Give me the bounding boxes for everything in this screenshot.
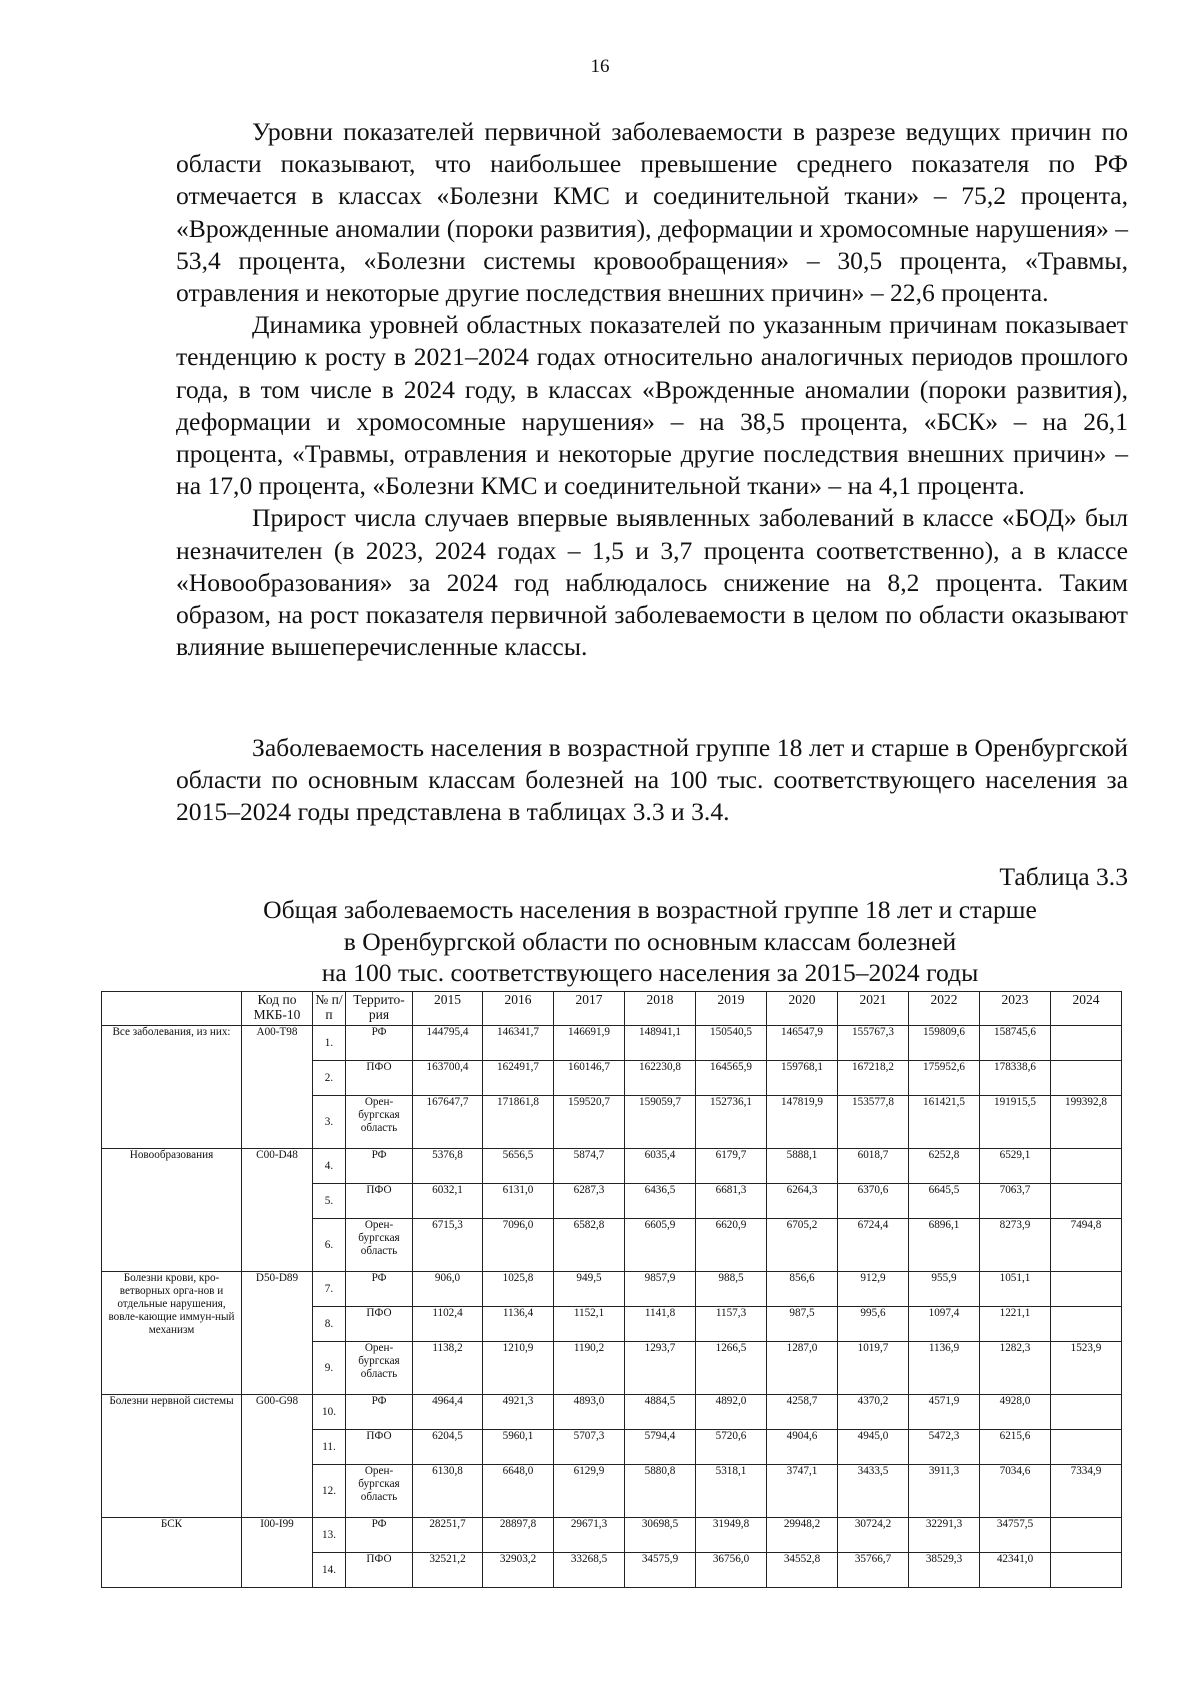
value-cell: 5707,3	[554, 1430, 625, 1465]
territory-cell: РФ	[346, 1026, 413, 1061]
row-number-cell: 10.	[313, 1395, 346, 1430]
header-disease	[102, 992, 242, 1026]
disease-class-cell: БСК	[102, 1518, 242, 1588]
value-cell: 3911,3	[909, 1465, 980, 1518]
value-cell: 6032,1	[413, 1184, 483, 1219]
territory-cell: РФ	[346, 1395, 413, 1430]
territory-cell: Орен-бургская область	[346, 1342, 413, 1395]
value-cell: 6130,8	[413, 1465, 483, 1518]
morbidity-table	[101, 991, 1122, 1588]
value-cell: 38529,3	[909, 1553, 980, 1588]
page-number: 16	[590, 56, 610, 77]
paragraph-3: Прирост числа случаев впервые выявленных заболеваний в классе «БОД» был незначителен (в 2023, 2024 годах – 1,5 и 3,7 процента соответственно), а в классе «Новообразования» за 2024 год наблюдалось снижение на 8,2 процента. Таким образом, на рост показателя первичной заболеваемости в целом по области оказывают влияние вышеперечисленные классы.	[176, 503, 1128, 662]
value-cell: 6645,5	[909, 1184, 980, 1219]
header-code: Код по МКБ-10	[242, 992, 313, 1026]
value-cell: 175952,6	[909, 1061, 980, 1096]
header-territory: Террито-рия	[346, 992, 413, 1026]
value-cell: 1138,2	[413, 1342, 483, 1395]
icd-code-cell: D50-D89	[242, 1272, 313, 1395]
table-header-row	[102, 992, 1122, 1026]
value-cell: 1141,8	[625, 1307, 696, 1342]
value-cell: 7494,8	[1051, 1219, 1122, 1272]
value-cell: 34552,8	[767, 1553, 838, 1588]
value-cell: 1293,7	[625, 1342, 696, 1395]
value-cell: 28897,8	[483, 1518, 554, 1553]
value-cell: 4964,4	[413, 1395, 483, 1430]
value-cell: 1266,5	[696, 1342, 767, 1395]
value-cell: 5318,1	[696, 1465, 767, 1518]
value-cell: 955,9	[909, 1272, 980, 1307]
value-cell: 148941,1	[625, 1026, 696, 1061]
value-cell: 7063,7	[980, 1184, 1051, 1219]
value-cell: 28251,7	[413, 1518, 483, 1553]
disease-class-cell: Все заболевания, из них:	[102, 1026, 242, 1149]
territory-cell: ПФО	[346, 1184, 413, 1219]
value-cell: 1221,1	[980, 1307, 1051, 1342]
value-cell: 6724,4	[838, 1219, 909, 1272]
value-cell: 6582,8	[554, 1219, 625, 1272]
row-number-cell: 1.	[313, 1026, 346, 1061]
value-cell: 4884,5	[625, 1395, 696, 1430]
row-number-cell: 4.	[313, 1149, 346, 1184]
value-cell: 5874,7	[554, 1149, 625, 1184]
territory-cell: РФ	[346, 1272, 413, 1307]
value-cell	[1051, 1026, 1122, 1061]
value-cell: 1019,7	[838, 1342, 909, 1395]
value-cell: 6215,6	[980, 1430, 1051, 1465]
value-cell: 1051,1	[980, 1272, 1051, 1307]
header-year: 2024	[1051, 992, 1122, 1026]
value-cell: 987,5	[767, 1307, 838, 1342]
table-title	[100, 894, 1200, 989]
value-cell: 32521,2	[413, 1553, 483, 1588]
body-text-table-intro	[176, 732, 1128, 829]
value-cell: 32903,2	[483, 1553, 554, 1588]
header-year: 2021	[838, 992, 909, 1026]
value-cell: 6648,0	[483, 1465, 554, 1518]
value-cell: 4928,0	[980, 1395, 1051, 1430]
value-cell: 29671,3	[554, 1518, 625, 1553]
value-cell: 34575,9	[625, 1553, 696, 1588]
value-cell: 5960,1	[483, 1430, 554, 1465]
row-number-cell: 7.	[313, 1272, 346, 1307]
value-cell: 7096,0	[483, 1219, 554, 1272]
value-cell: 6252,8	[909, 1149, 980, 1184]
value-cell: 1287,0	[767, 1342, 838, 1395]
territory-cell: ПФО	[346, 1553, 413, 1588]
value-cell	[1051, 1553, 1122, 1588]
value-cell: 4571,9	[909, 1395, 980, 1430]
value-cell: 9857,9	[625, 1272, 696, 1307]
value-cell: 163700,4	[413, 1061, 483, 1096]
value-cell: 4904,6	[767, 1430, 838, 1465]
value-cell: 1136,4	[483, 1307, 554, 1342]
header-year: 2019	[696, 992, 767, 1026]
value-cell: 36756,0	[696, 1553, 767, 1588]
value-cell: 171861,8	[483, 1096, 554, 1149]
value-cell: 167218,2	[838, 1061, 909, 1096]
table-row	[102, 1026, 1122, 1061]
table-row	[102, 1149, 1122, 1184]
value-cell: 5720,6	[696, 1430, 767, 1465]
body-text-top	[176, 116, 1128, 663]
value-cell: 6179,7	[696, 1149, 767, 1184]
row-number-cell: 5.	[313, 1184, 346, 1219]
value-cell: 5472,3	[909, 1430, 980, 1465]
value-cell: 1210,9	[483, 1342, 554, 1395]
value-cell	[1051, 1272, 1122, 1307]
value-cell: 6620,9	[696, 1219, 767, 1272]
table-title-line: в Оренбургской области по основным классам болезней	[343, 926, 957, 956]
paragraph-2: Динамика уровней областных показателей по указанным причинам показывает тенденцию к росту в 2021–2024 годах относительно аналогичных периодов прошлого года, в том числе в 2024 году, в классах «Врожденные аномалии (пороки развития), деформации и хромосомные нарушения» – на 38,5 процента, «БСК» – на 26,1 процента, «Травмы, отравления и некоторые другие последствия внешних причин» – на 17,0 процента, «Болезни КМС и соединительной ткани» – на 4,1 процента.	[176, 310, 1128, 501]
value-cell: 152736,1	[696, 1096, 767, 1149]
header-year: 2023	[980, 992, 1051, 1026]
territory-cell: Орен-бургская область	[346, 1096, 413, 1149]
value-cell: 1152,1	[554, 1307, 625, 1342]
value-cell: 6605,9	[625, 1219, 696, 1272]
table-title-line: на 100 тыс. соответствующего населения за 2015–2024 годы	[321, 958, 979, 987]
paragraph-4: Заболеваемость населения в возрастной группе 18 лет и старше в Оренбургской области по основным классам болезней на 100 тыс. соответствующего населения за 2015–2024 годы представлена в таблицах 3.3 и 3.4.	[176, 733, 1128, 827]
territory-cell: РФ	[346, 1149, 413, 1184]
value-cell: 912,9	[838, 1272, 909, 1307]
header-year: 2018	[625, 992, 696, 1026]
territory-cell: ПФО	[346, 1307, 413, 1342]
value-cell: 5376,8	[413, 1149, 483, 1184]
value-cell: 160146,7	[554, 1061, 625, 1096]
value-cell: 6129,9	[554, 1465, 625, 1518]
value-cell: 155767,3	[838, 1026, 909, 1061]
value-cell: 4945,0	[838, 1430, 909, 1465]
value-cell: 146547,9	[767, 1026, 838, 1061]
value-cell: 4892,0	[696, 1395, 767, 1430]
table-label: Таблица 3.3	[999, 862, 1128, 891]
row-number-cell: 2.	[313, 1061, 346, 1096]
territory-cell: ПФО	[346, 1430, 413, 1465]
row-number-cell: 12.	[313, 1465, 346, 1518]
value-cell: 1282,3	[980, 1342, 1051, 1395]
value-cell: 159809,6	[909, 1026, 980, 1061]
value-cell: 7334,9	[1051, 1465, 1122, 1518]
value-cell: 6529,1	[980, 1149, 1051, 1184]
value-cell	[1051, 1395, 1122, 1430]
value-cell: 6715,3	[413, 1219, 483, 1272]
value-cell: 6204,5	[413, 1430, 483, 1465]
value-cell	[1051, 1149, 1122, 1184]
value-cell	[1051, 1430, 1122, 1465]
value-cell: 30698,5	[625, 1518, 696, 1553]
row-number-cell: 9.	[313, 1342, 346, 1395]
value-cell: 6018,7	[838, 1149, 909, 1184]
value-cell: 8273,9	[980, 1219, 1051, 1272]
table-row	[102, 1395, 1122, 1430]
value-cell: 1190,2	[554, 1342, 625, 1395]
value-cell: 1025,8	[483, 1272, 554, 1307]
value-cell: 6287,3	[554, 1184, 625, 1219]
value-cell: 153577,8	[838, 1096, 909, 1149]
value-cell: 6705,2	[767, 1219, 838, 1272]
row-number-cell: 11.	[313, 1430, 346, 1465]
icd-code-cell: A00-T98	[242, 1026, 313, 1149]
value-cell: 1097,4	[909, 1307, 980, 1342]
value-cell: 6436,5	[625, 1184, 696, 1219]
value-cell	[1051, 1518, 1122, 1553]
value-cell: 4258,7	[767, 1395, 838, 1430]
value-cell: 178338,6	[980, 1061, 1051, 1096]
paragraph-1: Уровни показателей первичной заболеваемости в разрезе ведущих причин по области показывают, что наибольшее превышение среднего показателя по РФ отмечается в классах «Болезни КМС и соединительной ткани» – 75,2 процента, «Врожденные аномалии (пороки развития), деформации и хромосомные нарушения» – 53,4 процента, «Болезни системы кровообращения» – 30,5 процента, «Травмы, отравления и некоторые другие последствия внешних причин» – 22,6 процента.	[176, 117, 1128, 308]
value-cell: 3433,5	[838, 1465, 909, 1518]
value-cell: 6896,1	[909, 1219, 980, 1272]
value-cell	[1051, 1307, 1122, 1342]
row-number-cell: 8.	[313, 1307, 346, 1342]
value-cell: 988,5	[696, 1272, 767, 1307]
icd-code-cell: I00-I99	[242, 1518, 313, 1588]
header-year: 2022	[909, 992, 980, 1026]
territory-cell: Орен-бургская область	[346, 1219, 413, 1272]
row-number-cell: 6.	[313, 1219, 346, 1272]
header-year: 2017	[554, 992, 625, 1026]
value-cell: 6035,4	[625, 1149, 696, 1184]
icd-code-cell: G00-G98	[242, 1395, 313, 1518]
value-cell: 199392,8	[1051, 1096, 1122, 1149]
value-cell: 995,6	[838, 1307, 909, 1342]
table-row	[102, 1518, 1122, 1553]
value-cell: 150540,5	[696, 1026, 767, 1061]
value-cell	[1051, 1184, 1122, 1219]
value-cell: 159059,7	[625, 1096, 696, 1149]
disease-class-cell: Болезни нервной системы	[102, 1395, 242, 1518]
value-cell: 146691,9	[554, 1026, 625, 1061]
value-cell	[1051, 1061, 1122, 1096]
value-cell: 30724,2	[838, 1518, 909, 1553]
value-cell: 3747,1	[767, 1465, 838, 1518]
value-cell: 31949,8	[696, 1518, 767, 1553]
value-cell: 144795,4	[413, 1026, 483, 1061]
disease-class-cell: Болезни крови, кро-ветворных орга-нов и отдельные нарушения, вовле-кающие иммун-ный механизм	[102, 1272, 242, 1395]
value-cell: 146341,7	[483, 1026, 554, 1061]
disease-class-cell: Новообразования	[102, 1149, 242, 1272]
value-cell: 6370,6	[838, 1184, 909, 1219]
value-cell: 5656,5	[483, 1149, 554, 1184]
value-cell: 158745,6	[980, 1026, 1051, 1061]
value-cell: 191915,5	[980, 1096, 1051, 1149]
value-cell: 34757,5	[980, 1518, 1051, 1553]
value-cell: 159520,7	[554, 1096, 625, 1149]
value-cell: 161421,5	[909, 1096, 980, 1149]
value-cell: 906,0	[413, 1272, 483, 1307]
table-body	[102, 992, 1122, 1588]
row-number-cell: 3.	[313, 1096, 346, 1149]
value-cell: 33268,5	[554, 1553, 625, 1588]
value-cell: 5880,8	[625, 1465, 696, 1518]
header-year: 2020	[767, 992, 838, 1026]
value-cell: 164565,9	[696, 1061, 767, 1096]
territory-cell: РФ	[346, 1518, 413, 1553]
value-cell: 1136,9	[909, 1342, 980, 1395]
value-cell: 4370,2	[838, 1395, 909, 1430]
value-cell: 159768,1	[767, 1061, 838, 1096]
value-cell: 42341,0	[980, 1553, 1051, 1588]
value-cell: 6131,0	[483, 1184, 554, 1219]
value-cell: 5794,4	[625, 1430, 696, 1465]
value-cell: 949,5	[554, 1272, 625, 1307]
territory-cell: Орен-бургская область	[346, 1465, 413, 1518]
value-cell: 162230,8	[625, 1061, 696, 1096]
icd-code-cell: C00-D48	[242, 1149, 313, 1272]
value-cell: 6681,3	[696, 1184, 767, 1219]
value-cell: 7034,6	[980, 1465, 1051, 1518]
value-cell: 856,6	[767, 1272, 838, 1307]
value-cell: 1523,9	[1051, 1342, 1122, 1395]
value-cell: 4921,3	[483, 1395, 554, 1430]
table-row	[102, 1272, 1122, 1307]
value-cell: 167647,7	[413, 1096, 483, 1149]
value-cell: 5888,1	[767, 1149, 838, 1184]
header-year: 2015	[413, 992, 483, 1026]
value-cell: 1102,4	[413, 1307, 483, 1342]
value-cell: 4893,0	[554, 1395, 625, 1430]
header-year: 2016	[483, 992, 554, 1026]
territory-cell: ПФО	[346, 1061, 413, 1096]
value-cell: 1157,3	[696, 1307, 767, 1342]
header-num: № п/п	[313, 992, 346, 1026]
value-cell: 35766,7	[838, 1553, 909, 1588]
row-number-cell: 14.	[313, 1553, 346, 1588]
row-number-cell: 13.	[313, 1518, 346, 1553]
value-cell: 162491,7	[483, 1061, 554, 1096]
value-cell: 29948,2	[767, 1518, 838, 1553]
value-cell: 32291,3	[909, 1518, 980, 1553]
table-title-line: Общая заболеваемость населения в возрастной группе 18 лет и старше	[263, 895, 1037, 924]
value-cell: 147819,9	[767, 1096, 838, 1149]
value-cell: 6264,3	[767, 1184, 838, 1219]
